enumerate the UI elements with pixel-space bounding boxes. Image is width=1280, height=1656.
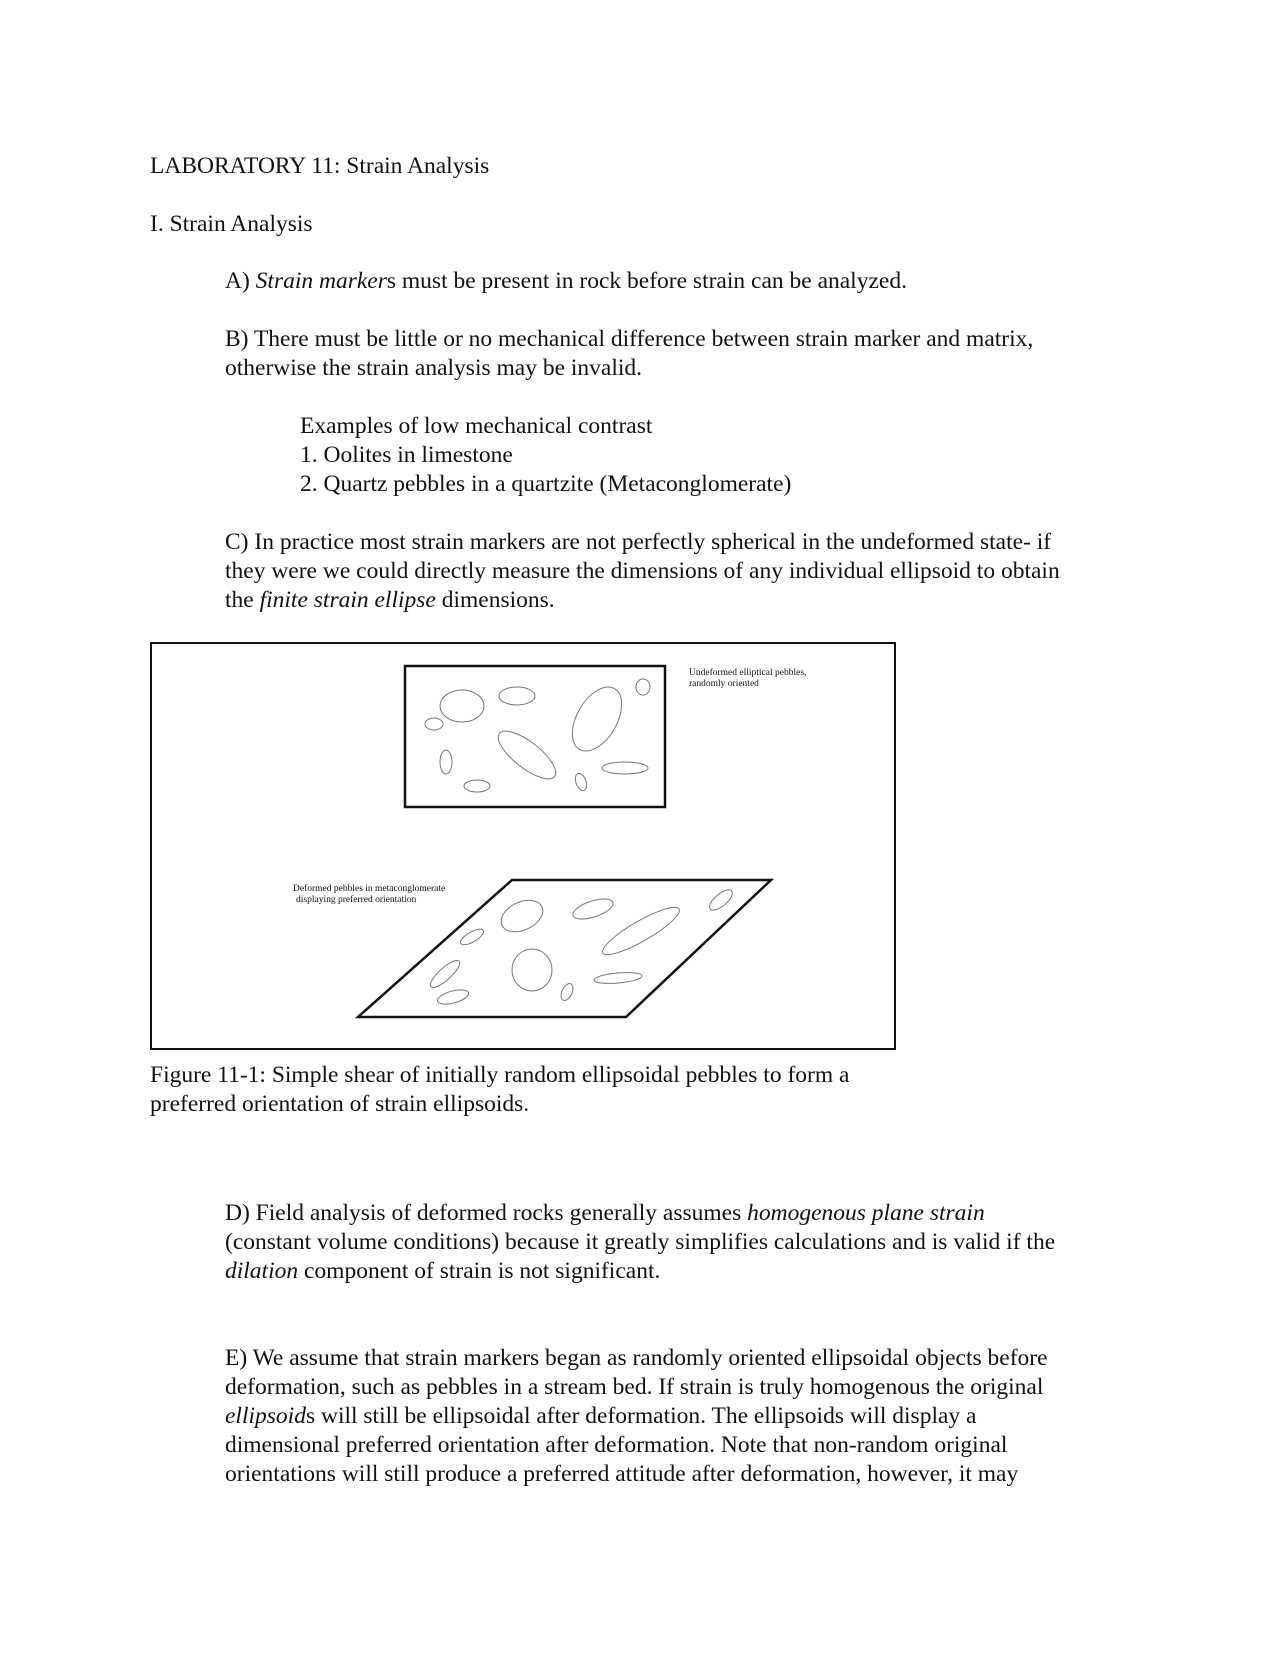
pebble bbox=[491, 723, 562, 787]
pebble bbox=[571, 895, 616, 923]
item-d-emphasis: homogenous plane strain bbox=[747, 1200, 985, 1226]
pebble bbox=[425, 718, 443, 730]
pebble bbox=[573, 772, 589, 792]
pebble bbox=[440, 750, 452, 774]
figure-label-bottom bbox=[293, 884, 445, 906]
item-c-line1: C) In practice most strain markers are not perfectly spherical in the undeformed state- if bbox=[225, 529, 1052, 555]
pebble bbox=[464, 780, 490, 792]
pebble bbox=[594, 971, 643, 985]
item-b-line1: B) There must be little or no mechanical difference between strain marker and matrix, bbox=[225, 326, 1034, 352]
figure-label-top bbox=[689, 668, 806, 690]
item-e-line3 bbox=[225, 1402, 976, 1431]
pebble bbox=[598, 900, 684, 961]
figure-11-1 bbox=[150, 642, 896, 1050]
figure-drawing bbox=[152, 644, 894, 1048]
pebble bbox=[496, 894, 548, 938]
pebble bbox=[562, 679, 632, 760]
section-heading: I. Strain Analysis bbox=[150, 211, 313, 237]
pebble bbox=[559, 982, 576, 1003]
pebble bbox=[436, 987, 470, 1007]
pebble bbox=[458, 926, 486, 948]
figure-label-top-line2: randomly oriented bbox=[689, 679, 759, 689]
figure-label-bottom-line2: displaying preferred orientation bbox=[296, 895, 417, 905]
item-d-line1 bbox=[225, 1199, 985, 1228]
item-a-emphasis: Strain marker bbox=[255, 268, 387, 294]
pebble bbox=[512, 949, 552, 991]
item-b-line2: otherwise the strain analysis may be invalid. bbox=[225, 355, 643, 381]
item-a bbox=[225, 267, 907, 296]
item-e-line4: dimensional preferred orientation after deformation. Note that non-random original bbox=[225, 1432, 1008, 1458]
figure-caption-line2: preferred orientation of strain ellipsoids. bbox=[150, 1091, 530, 1117]
item-c-line3 bbox=[225, 586, 555, 615]
pebble bbox=[499, 687, 535, 705]
item-d-line3-post: component of strain is not significant. bbox=[298, 1258, 661, 1284]
item-c-emphasis: finite strain ellipse bbox=[259, 587, 436, 613]
figure-label-top-line1: Undeformed elliptical pebbles, bbox=[689, 668, 807, 678]
item-d-line1-pre: D) Field analysis of deformed rocks generally assumes bbox=[225, 1200, 748, 1226]
item-c-line3-pre: the bbox=[225, 587, 260, 613]
figure-caption-line1: Figure 11-1: Simple shear of initially random ellipsoidal pebbles to form a bbox=[150, 1062, 850, 1088]
pebble bbox=[636, 679, 650, 695]
undeformed-box bbox=[405, 666, 665, 807]
undeformed-pebbles bbox=[425, 679, 650, 792]
deformed-pebbles bbox=[427, 886, 736, 1007]
example-item: 2. Quartz pebbles in a quartzite (Metaconglomerate) bbox=[300, 471, 792, 497]
item-e-ellipsoid: ellipsoid bbox=[225, 1403, 306, 1429]
item-c-line3-post: dimensions. bbox=[435, 587, 555, 613]
item-c-line2: they were we could directly measure the dimensions of any individual ellipsoid to obtain bbox=[225, 558, 1060, 584]
item-d-line3 bbox=[225, 1257, 660, 1286]
item-e-line3-post: s will still be ellipsoidal after deformation. The ellipsoids will display a bbox=[305, 1403, 977, 1429]
examples-heading: Examples of low mechanical contrast bbox=[300, 413, 653, 439]
figure-label-bottom-line1: Deformed pebbles in metaconglomerate bbox=[293, 884, 446, 894]
item-d-line2: (constant volume conditions) because it greatly simplifies calculations and is valid if the bbox=[225, 1229, 1056, 1255]
pebble bbox=[440, 690, 484, 722]
item-e-line2: deformation, such as pebbles in a stream bed. If strain is truly homogenous the original bbox=[225, 1374, 1044, 1400]
pebble bbox=[602, 762, 648, 774]
pebble bbox=[706, 886, 735, 913]
item-e-line5: orientations will still produce a preferred attitude after deformation, however, it may bbox=[225, 1461, 1019, 1487]
item-a-rest: s must be present in rock before strain can be analyzed. bbox=[386, 268, 907, 294]
pebble bbox=[427, 957, 463, 991]
item-a-label: A) bbox=[225, 268, 256, 294]
item-d-dilation: dilation bbox=[225, 1258, 299, 1284]
page-title: LABORATORY 11: Strain Analysis bbox=[150, 153, 490, 179]
item-e-line1: E) We assume that strain markers began as randomly oriented ellipsoidal objects before bbox=[225, 1345, 1048, 1371]
example-item: 1. Oolites in limestone bbox=[300, 442, 513, 468]
